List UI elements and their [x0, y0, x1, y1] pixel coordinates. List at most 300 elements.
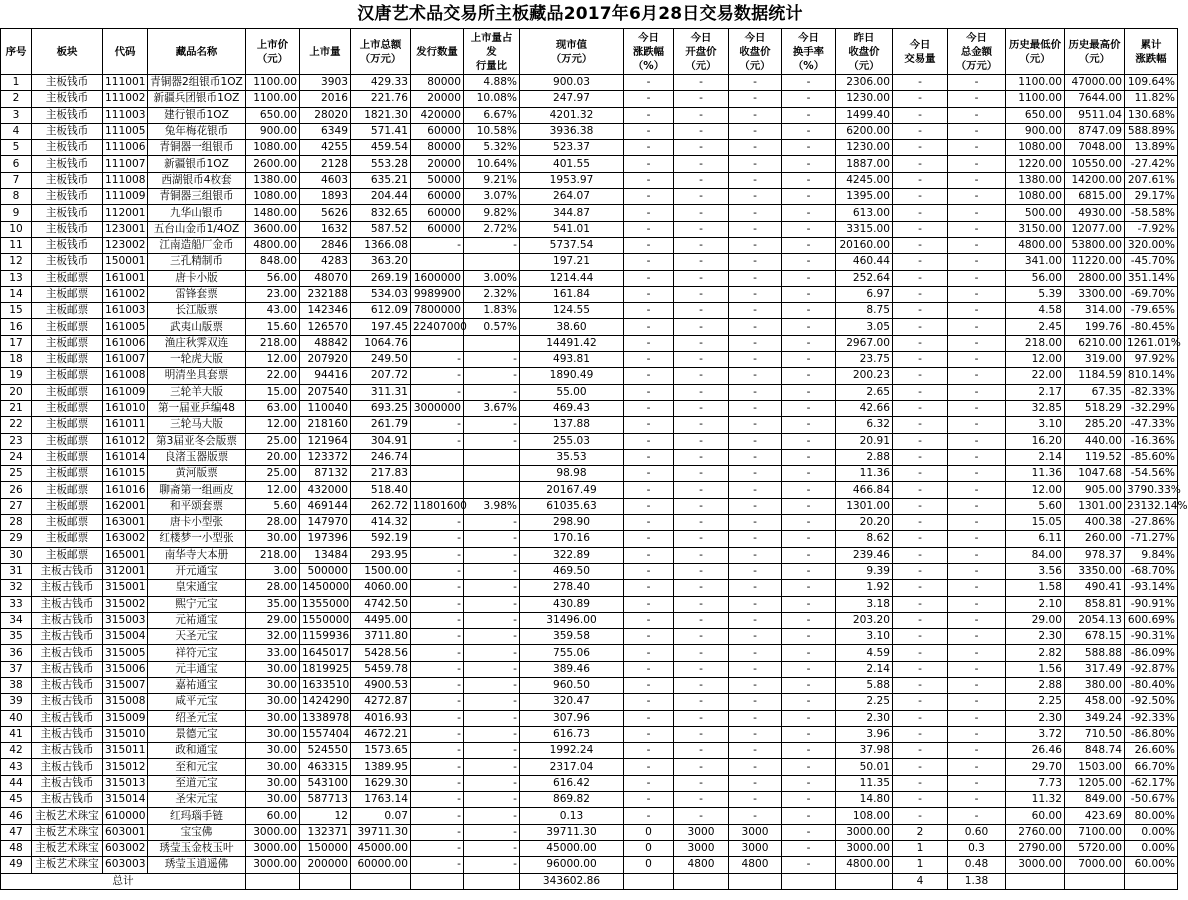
table-cell: 3000: [729, 840, 782, 856]
table-cell: 432000: [300, 482, 351, 498]
table-cell: 3000.00: [836, 840, 893, 856]
table-cell: -: [464, 352, 520, 368]
table-cell: 430.89: [520, 596, 624, 612]
table-cell: -: [782, 743, 836, 759]
table-cell: 315011: [103, 743, 148, 759]
table-cell: -: [624, 254, 674, 270]
table-cell: 4.88%: [464, 75, 520, 91]
table-cell: -: [674, 254, 729, 270]
table-cell: -: [464, 547, 520, 563]
table-cell: -69.70%: [1125, 286, 1178, 302]
table-cell: -: [893, 808, 948, 824]
table-cell: 218160: [300, 417, 351, 433]
table-cell: -: [948, 629, 1006, 645]
table-cell: 1821.30: [351, 107, 411, 123]
table-cell: 31496.00: [520, 612, 624, 628]
table-cell: 6200.00: [836, 123, 893, 139]
table-cell: 1389.95: [351, 759, 411, 775]
table-cell: 0.57%: [464, 319, 520, 335]
table-cell: -: [893, 352, 948, 368]
table-cell: 主板钱币: [32, 123, 103, 139]
table-cell: 5626: [300, 205, 351, 221]
table-cell: -: [729, 237, 782, 253]
table-cell: 314.00: [1065, 303, 1125, 319]
table-cell: 97.92%: [1125, 352, 1178, 368]
table-cell: -: [729, 808, 782, 824]
table-cell: 2: [893, 824, 948, 840]
table-cell: -: [624, 172, 674, 188]
table-cell: 4245.00: [836, 172, 893, 188]
table-cell: -: [729, 107, 782, 123]
table-cell: -: [464, 661, 520, 677]
table-cell: 30.00: [246, 759, 300, 775]
table-cell: -: [893, 319, 948, 335]
table-cell: -85.60%: [1125, 449, 1178, 465]
table-cell: -: [464, 808, 520, 824]
total-cell: [782, 873, 836, 889]
table-cell: 45: [1, 792, 32, 808]
table-cell: -: [624, 792, 674, 808]
table-cell: -47.33%: [1125, 417, 1178, 433]
column-header: 今日 开盘价 （元）: [674, 29, 729, 75]
table-cell: 23132.14%: [1125, 498, 1178, 514]
table-cell: 317.49: [1065, 661, 1125, 677]
table-cell: -45.70%: [1125, 254, 1178, 270]
table-cell: 3150.00: [1006, 221, 1065, 237]
table-cell: 363.20: [351, 254, 411, 270]
table-cell: -: [624, 417, 674, 433]
table-cell: 1080.00: [246, 140, 300, 156]
table-cell: -54.56%: [1125, 466, 1178, 482]
table-cell: 长江版票: [148, 303, 246, 319]
table-cell: -: [782, 661, 836, 677]
table-cell: -: [674, 792, 729, 808]
table-cell: 12.00: [246, 352, 300, 368]
table-cell: 1100.00: [1006, 75, 1065, 91]
table-cell: 29.70: [1006, 759, 1065, 775]
table-cell: -: [782, 531, 836, 547]
table-cell: 1261.01%: [1125, 335, 1178, 351]
table-cell: -27.86%: [1125, 515, 1178, 531]
table-cell: 5459.78: [351, 661, 411, 677]
table-cell: 0.60: [948, 824, 1006, 840]
table-cell: 1395.00: [836, 189, 893, 205]
table-cell: -: [674, 498, 729, 514]
table-cell: -: [782, 107, 836, 123]
table-cell: 30.00: [246, 694, 300, 710]
table-cell: 7644.00: [1065, 91, 1125, 107]
table-cell: 4255: [300, 140, 351, 156]
table-cell: 458.00: [1065, 694, 1125, 710]
table-cell: -: [674, 661, 729, 677]
table-cell: 315007: [103, 677, 148, 693]
table-cell: -: [411, 824, 464, 840]
table-cell: -: [729, 498, 782, 514]
table-cell: 1.56: [1006, 661, 1065, 677]
table-cell: -: [729, 75, 782, 91]
table-cell: -: [674, 466, 729, 482]
table-cell: -: [674, 677, 729, 693]
table-cell: -90.31%: [1125, 629, 1178, 645]
table-cell: -: [782, 808, 836, 824]
table-cell: 42: [1, 743, 32, 759]
table-cell: -: [948, 368, 1006, 384]
table-cell: 28020: [300, 107, 351, 123]
table-cell: -: [948, 759, 1006, 775]
table-cell: 20: [1, 384, 32, 400]
table-cell: 主板邮票: [32, 417, 103, 433]
table-cell: 4800.00: [836, 857, 893, 873]
table-cell: -: [624, 759, 674, 775]
table-cell: -: [411, 792, 464, 808]
table-cell: 4800.00: [1006, 237, 1065, 253]
table-row: [1, 91, 1178, 107]
table-cell: -: [782, 335, 836, 351]
table-cell: 南华寺大本册: [148, 547, 246, 563]
table-cell: -: [893, 563, 948, 579]
table-cell: 459.54: [351, 140, 411, 156]
table-cell: 6.32: [836, 417, 893, 433]
table-cell: 2317.04: [520, 759, 624, 775]
table-cell: 8747.09: [1065, 123, 1125, 139]
table-cell: 440.00: [1065, 433, 1125, 449]
table-row: [1, 466, 1178, 482]
table-row: [1, 580, 1178, 596]
table-cell: -: [893, 498, 948, 514]
table-cell: 978.37: [1065, 547, 1125, 563]
table-cell: 341.00: [1006, 254, 1065, 270]
table-cell: 雷锋套票: [148, 286, 246, 302]
table-cell: 67.35: [1065, 384, 1125, 400]
table-row: [1, 417, 1178, 433]
table-cell: 204.44: [351, 189, 411, 205]
table-cell: 60.00%: [1125, 857, 1178, 873]
table-cell: -: [411, 840, 464, 856]
table-cell: -: [674, 221, 729, 237]
table-cell: 203.20: [836, 612, 893, 628]
table-cell: -: [674, 352, 729, 368]
table-cell: -: [948, 303, 1006, 319]
table-cell: 1503.00: [1065, 759, 1125, 775]
table-cell: -: [948, 400, 1006, 416]
table-cell: 19: [1, 368, 32, 384]
table-cell: 587713: [300, 792, 351, 808]
total-cell: [624, 873, 674, 889]
table-cell: 534.03: [351, 286, 411, 302]
table-cell: 161006: [103, 335, 148, 351]
table-cell: 48070: [300, 270, 351, 286]
table-cell: -: [411, 433, 464, 449]
table-cell: -: [674, 547, 729, 563]
table-cell: 429.33: [351, 75, 411, 91]
table-cell: 587.52: [351, 221, 411, 237]
table-cell: -: [729, 286, 782, 302]
table-cell: -92.87%: [1125, 661, 1178, 677]
table-cell: 312001: [103, 563, 148, 579]
table-cell: 主板钱币: [32, 91, 103, 107]
table-cell: 60000: [411, 123, 464, 139]
table-cell: -: [893, 580, 948, 596]
table-cell: 0.00%: [1125, 840, 1178, 856]
table-row: [1, 515, 1178, 531]
total-cell: [674, 873, 729, 889]
table-cell: 主板邮票: [32, 433, 103, 449]
table-row: [1, 189, 1178, 205]
table-cell: 109.64%: [1125, 75, 1178, 91]
table-cell: 264.07: [520, 189, 624, 205]
table-row: [1, 156, 1178, 172]
table-cell: 咸平元宝: [148, 694, 246, 710]
table-cell: 聊斋第一组画皮: [148, 482, 246, 498]
table-cell: 5: [1, 140, 32, 156]
table-cell: -: [674, 743, 729, 759]
table-cell: 247.97: [520, 91, 624, 107]
table-cell: 32.85: [1006, 400, 1065, 416]
table-cell: 47: [1, 824, 32, 840]
table-cell: 13484: [300, 547, 351, 563]
table-row: [1, 661, 1178, 677]
table-row: [1, 205, 1178, 221]
table-cell: 主板钱币: [32, 140, 103, 156]
table-cell: -: [624, 140, 674, 156]
table-cell: 7: [1, 172, 32, 188]
table-cell: -: [411, 563, 464, 579]
table-cell: 123001: [103, 221, 148, 237]
table-cell: 6.67%: [464, 107, 520, 123]
table-cell: -: [782, 270, 836, 286]
table-cell: 150001: [103, 254, 148, 270]
table-cell: 7800000: [411, 303, 464, 319]
total-cell: [300, 873, 351, 889]
table-cell: 147970: [300, 515, 351, 531]
table-cell: 4: [1, 123, 32, 139]
table-cell: 22407000: [411, 319, 464, 335]
table-cell: 1230.00: [836, 140, 893, 156]
table-cell: 200.23: [836, 368, 893, 384]
table-cell: -: [782, 612, 836, 628]
table-cell: 20167.49: [520, 482, 624, 498]
table-row: [1, 352, 1178, 368]
table-cell: 2: [1, 91, 32, 107]
table-cell: 11801600: [411, 498, 464, 514]
table-cell: -: [624, 580, 674, 596]
column-header: 上市价 （元）: [246, 29, 300, 75]
table-cell: 161012: [103, 433, 148, 449]
table-cell: 20.00: [246, 449, 300, 465]
table-cell: 249.50: [351, 352, 411, 368]
table-cell: -: [782, 482, 836, 498]
table-cell: 650.00: [246, 107, 300, 123]
table-cell: 1380.00: [1006, 172, 1065, 188]
table-cell: [464, 466, 520, 482]
table-cell: -: [674, 596, 729, 612]
table-cell: -50.67%: [1125, 792, 1178, 808]
table-cell: 8: [1, 189, 32, 205]
table-cell: 37.98: [836, 743, 893, 759]
table-cell: 518.29: [1065, 400, 1125, 416]
table-cell: 755.06: [520, 645, 624, 661]
table-cell: 唐卡小型张: [148, 515, 246, 531]
table-cell: -: [729, 205, 782, 221]
table-cell: 2.45: [1006, 319, 1065, 335]
table-cell: -: [674, 286, 729, 302]
column-header: 今日 收盘价 （元）: [729, 29, 782, 75]
table-cell: -90.91%: [1125, 596, 1178, 612]
table-cell: 1301.00: [836, 498, 893, 514]
table-cell: 7048.00: [1065, 140, 1125, 156]
table-cell: 53800.00: [1065, 237, 1125, 253]
table-cell: 161010: [103, 400, 148, 416]
table-cell: 13: [1, 270, 32, 286]
table-row: [1, 123, 1178, 139]
table-cell: [411, 449, 464, 465]
column-header: 藏品名称: [148, 29, 246, 75]
table-cell: 主板古钱币: [32, 677, 103, 693]
table-cell: -: [948, 156, 1006, 172]
table-cell: 1205.00: [1065, 775, 1125, 791]
table-cell: 96000.00: [520, 857, 624, 873]
table-cell: 650.00: [1006, 107, 1065, 123]
table-cell: 161011: [103, 417, 148, 433]
table-cell: -: [674, 75, 729, 91]
table-cell: 351.14%: [1125, 270, 1178, 286]
table-cell: 1424290: [300, 694, 351, 710]
total-amount: 1.38: [948, 873, 1006, 889]
table-cell: 3000.00: [1006, 857, 1065, 873]
table-cell: 12077.00: [1065, 221, 1125, 237]
table-cell: -: [411, 596, 464, 612]
table-cell: -: [624, 743, 674, 759]
table-cell: 4283: [300, 254, 351, 270]
table-cell: -: [782, 645, 836, 661]
table-cell: 315006: [103, 661, 148, 677]
table-cell: 80000: [411, 75, 464, 91]
table-cell: -: [411, 726, 464, 742]
table-cell: -: [464, 417, 520, 433]
table-cell: -: [411, 547, 464, 563]
table-cell: -: [893, 91, 948, 107]
table-cell: 29.17%: [1125, 189, 1178, 205]
table-cell: 16: [1, 319, 32, 335]
table-cell: 至和元宝: [148, 759, 246, 775]
table-cell: 349.24: [1065, 710, 1125, 726]
table-cell: 111001: [103, 75, 148, 91]
trading-data-table: [0, 28, 1188, 890]
table-cell: 6815.00: [1065, 189, 1125, 205]
table-cell: -: [948, 91, 1006, 107]
table-cell: -: [411, 808, 464, 824]
table-cell: -: [893, 140, 948, 156]
table-cell: 94416: [300, 368, 351, 384]
table-cell: 28: [1, 515, 32, 531]
table-cell: 315005: [103, 645, 148, 661]
table-cell: -: [624, 498, 674, 514]
table-cell: 3: [1, 107, 32, 123]
table-cell: -: [464, 368, 520, 384]
table-cell: 3.00%: [464, 270, 520, 286]
table-cell: 207.72: [351, 368, 411, 384]
table-cell: 3000: [674, 824, 729, 840]
table-cell: -: [464, 596, 520, 612]
table-cell: 142346: [300, 303, 351, 319]
table-cell: 161014: [103, 449, 148, 465]
table-cell: 26: [1, 482, 32, 498]
table-cell: 30.00: [246, 792, 300, 808]
table-cell: 3.98%: [464, 498, 520, 514]
table-row: [1, 629, 1178, 645]
table-cell: 469144: [300, 498, 351, 514]
table-cell: -: [464, 563, 520, 579]
table-row: [1, 270, 1178, 286]
table-cell: 主板邮票: [32, 368, 103, 384]
table-cell: -: [782, 840, 836, 856]
table-cell: 11.36: [836, 466, 893, 482]
table-cell: 1230.00: [836, 91, 893, 107]
table-cell: 1.83%: [464, 303, 520, 319]
table-cell: 2128: [300, 156, 351, 172]
table-cell: 26.60%: [1125, 743, 1178, 759]
table-cell: 110040: [300, 400, 351, 416]
table-cell: 青铜器三组银币: [148, 189, 246, 205]
table-cell: 主板邮票: [32, 319, 103, 335]
table-row: [1, 221, 1178, 237]
table-cell: 401.55: [520, 156, 624, 172]
table-cell: -86.09%: [1125, 645, 1178, 661]
table-cell: 4800: [674, 857, 729, 873]
table-cell: 18: [1, 352, 32, 368]
table-cell: -: [464, 694, 520, 710]
table-cell: 0.3: [948, 840, 1006, 856]
table-cell: 2.72%: [464, 221, 520, 237]
table-cell: -: [411, 629, 464, 645]
table-cell: -: [674, 612, 729, 628]
table-cell: 27: [1, 498, 32, 514]
table-cell: -: [411, 775, 464, 791]
table-cell: -: [729, 189, 782, 205]
table-row: [1, 319, 1178, 335]
table-cell: -: [624, 270, 674, 286]
table-cell: 311.31: [351, 384, 411, 400]
total-cell: [351, 873, 411, 889]
table-row: [1, 384, 1178, 400]
table-cell: 161001: [103, 270, 148, 286]
table-cell: -: [674, 91, 729, 107]
total-volume: 4: [893, 873, 948, 889]
table-cell: -: [464, 531, 520, 547]
table-cell: -: [893, 335, 948, 351]
table-cell: 九华山银币: [148, 205, 246, 221]
table-cell: 4.58: [1006, 303, 1065, 319]
table-cell: [411, 335, 464, 351]
table-cell: -: [674, 319, 729, 335]
table-cell: 9.21%: [464, 172, 520, 188]
table-cell: 170.16: [520, 531, 624, 547]
table-cell: -: [948, 466, 1006, 482]
table-cell: -: [948, 384, 1006, 400]
table-cell: 217.83: [351, 466, 411, 482]
table-cell: 2016: [300, 91, 351, 107]
table-cell: 849.00: [1065, 792, 1125, 808]
table-row: [1, 824, 1178, 840]
column-header: 今日 换手率 （%）: [782, 29, 836, 75]
table-cell: 5.60: [246, 498, 300, 514]
table-cell: 2.82: [1006, 645, 1065, 661]
table-cell: 255.03: [520, 433, 624, 449]
table-cell: 1047.68: [1065, 466, 1125, 482]
table-cell: -: [624, 123, 674, 139]
table-cell: -: [729, 775, 782, 791]
table-cell: -: [411, 384, 464, 400]
